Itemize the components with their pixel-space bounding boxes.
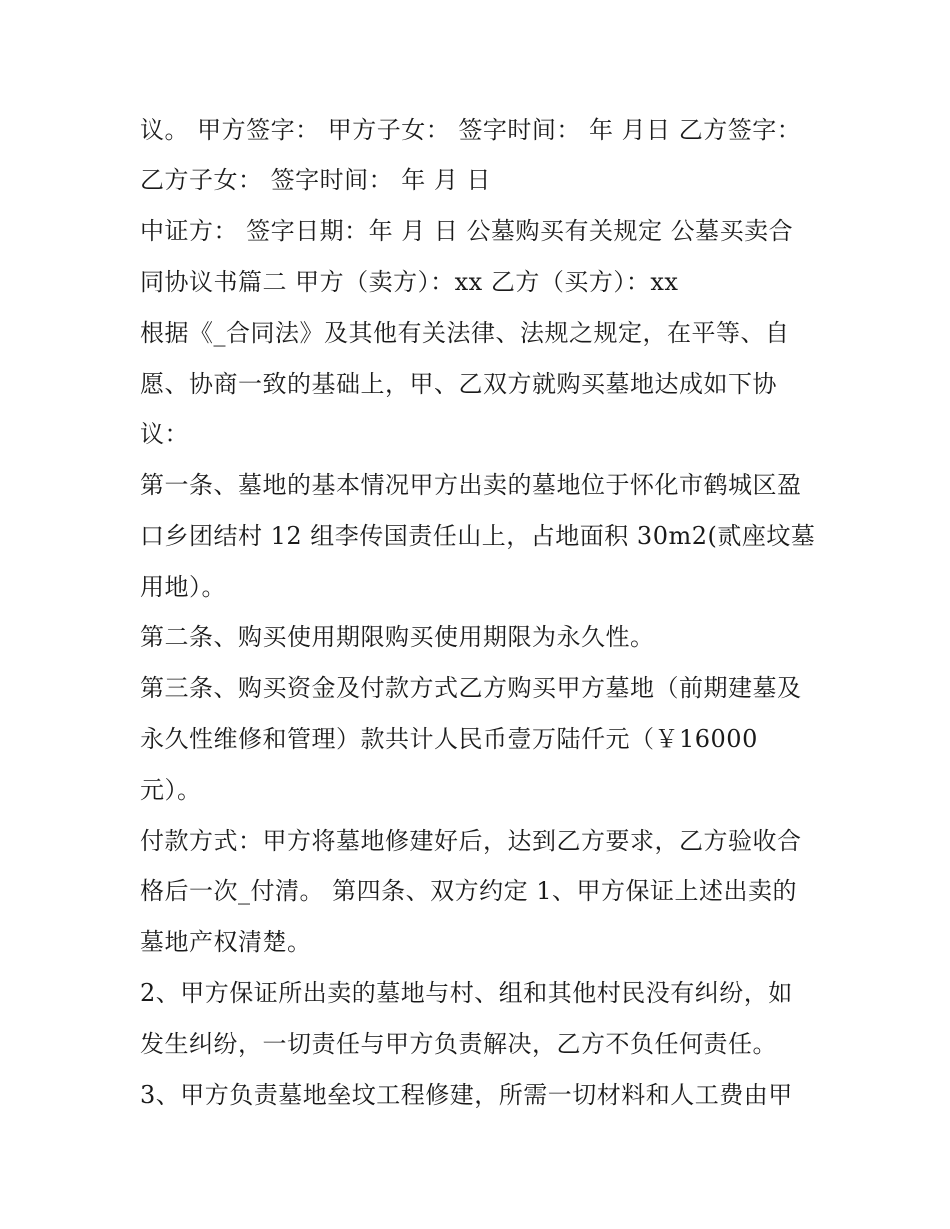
text-line-15: 付款方式：甲方将墓地修建好后，达到乙方要求，乙方验收合 [140,827,802,855]
text-line-3: 中证方： 签字日期：年 月 日 公墓购买有关规定 公墓买卖合 [140,217,794,245]
text-line-20: 3、甲方负责墓地垒坟工程修建，所需一切材料和人工费由甲 [140,1081,793,1109]
text-line-2: 乙方子女： 签字时间： 年 月 日 [140,166,492,194]
text-line-9: 口乡团结村 12 组李传国责任山上，占地面积 30m2(贰座坟墓 [140,522,816,550]
text-line-17: 墓地产权清楚。 [140,928,312,956]
text-line-4: 同协议书篇二 甲方（卖方）：xx 乙方（买方）：xx [140,268,679,296]
text-line-1: 议。 甲方签字： 甲方子女： 签字时间： 年 月日 乙方签字： [140,116,802,144]
text-line-18: 2、甲方保证所出卖的墓地与村、组和其他村民没有纠纷，如 [140,979,793,1007]
text-line-11: 第二条、购买使用期限购买使用期限为永久性。 [140,623,655,651]
text-line-10: 用地）。 [140,573,226,601]
text-line-19: 发生纠纷，一切责任与甲方负责解决，乙方不负任何责任。 [140,1030,777,1058]
text-line-12: 第三条、购买资金及付款方式乙方购买甲方墓地（前期建墓及 [140,674,802,702]
text-line-5: 根据《_合同法》及其他有关法律、法规之规定，在平等、自 [140,319,790,347]
text-line-13: 永久性维修和管理）款共计人民币壹万陆仟元（￥16000 [140,725,758,753]
text-line-8: 第一条、墓地的基本情况甲方出卖的墓地位于怀化市鹤城区盈 [140,471,802,499]
text-line-6: 愿、协商一致的基础上，甲、乙双方就购买墓地达成如下协 [140,370,777,398]
text-line-7: 议： [140,420,189,448]
text-line-16: 格后一次_付清。 第四条、双方约定 1、甲方保证上述出卖的 [140,877,798,905]
text-line-14: 元）。 [140,776,202,804]
